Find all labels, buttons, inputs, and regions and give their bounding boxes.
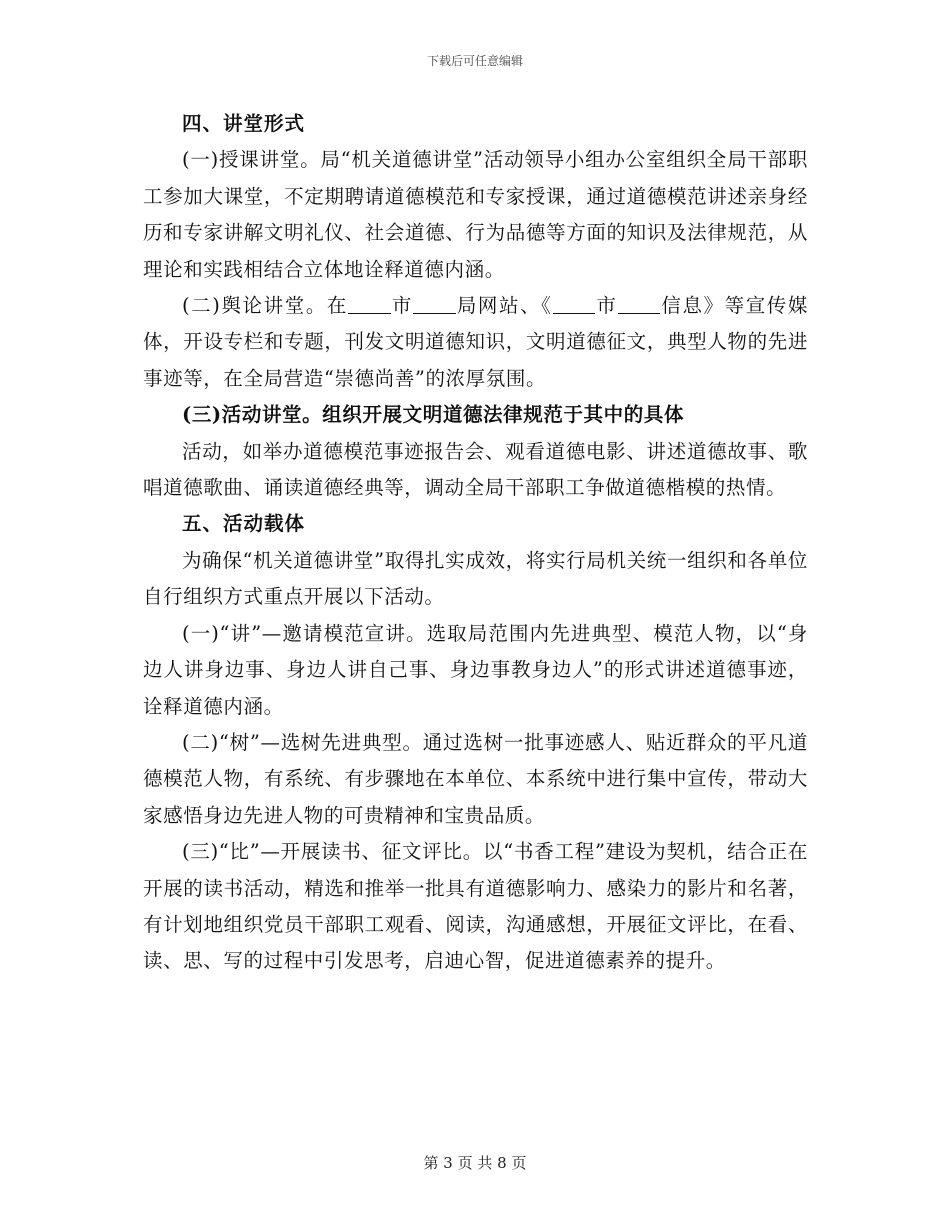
- fill-blank: [618, 293, 661, 314]
- text-run: 局网站、《: [455, 294, 553, 318]
- paragraph: (二)“树”—选树先进典型。通过选树一批事迹感人、贴近群众的平凡道德模范人物，有系统、有步骤地在本单位、本系统中进行集中宣传，带动大家感悟身边先进人物的可贵精神和宝贵品质。: [143, 730, 808, 827]
- paragraph-bold: (三)活动讲堂。组织开展文明道德法律规范于其中的具体: [182, 403, 685, 427]
- paragraph: (三)“比”—开展读书、征文评比。以“书香工程”建设为契机，结合正在开展的读书活动，精选和推举一批具有道德影响力、感染力的影片和名著，有计划地组织党员干部职工观看、阅读，沟通感想，开展征文评比，在看、读、思、写的过程中引发思考，启迪心智，促进道德素养的提升。: [143, 840, 808, 973]
- section-heading: 四、讲堂形式: [182, 112, 306, 135]
- paragraph: [143, 288, 808, 397]
- text-run: (二)舆论讲堂。在: [182, 294, 348, 318]
- text-run: 信息》等宣传媒体，开设专栏和专题，刊发文明道德知识，文明道德征文，典型人物的先进事迹等，在全局营造“崇德尚善”的浓厚氛围。: [143, 294, 808, 390]
- document-body: [143, 106, 808, 980]
- page-header: 下载后可任意编辑: [426, 54, 523, 68]
- paragraph: 活动，如举办道德模范事迹报告会、观看道德电影、讲述道德故事、歌唱道德歌曲、诵读道德经典等，调动全局干部职工争做道德楷模的热情。: [143, 439, 808, 500]
- paragraph: (一)授课讲堂。局“机关道德讲堂”活动领导小组办公室组织全局干部职工参加大课堂，不定期聘请道德模范和专家授课，通过道德模范讲述亲身经历和专家讲解文明礼仪、社会道德、行为品德等方面的知识及法律规范，从理论和实践相结合立体地诠释道德内涵。: [143, 148, 808, 281]
- paragraph: 为确保“机关道德讲堂”取得扎实成效，将实行局机关统一组织和各单位自行组织方式重点开展以下活动。: [143, 548, 808, 609]
- text-run: 市: [595, 294, 618, 318]
- fill-blank: [413, 293, 456, 314]
- fill-blank: [553, 293, 596, 314]
- paragraph: (一)“讲”—邀请模范宣讲。选取局范围内先进典型、模范人物，以“身边人讲身边事、身边人讲自己事、身边事教身边人”的形式讲述道德事迹，诠释道德内涵。: [143, 621, 808, 718]
- section-heading: 五、活动载体: [182, 512, 306, 536]
- page-number: 第 3 页 共 8 页: [423, 1154, 527, 1172]
- text-run: 市: [390, 294, 413, 318]
- fill-blank: [348, 293, 391, 314]
